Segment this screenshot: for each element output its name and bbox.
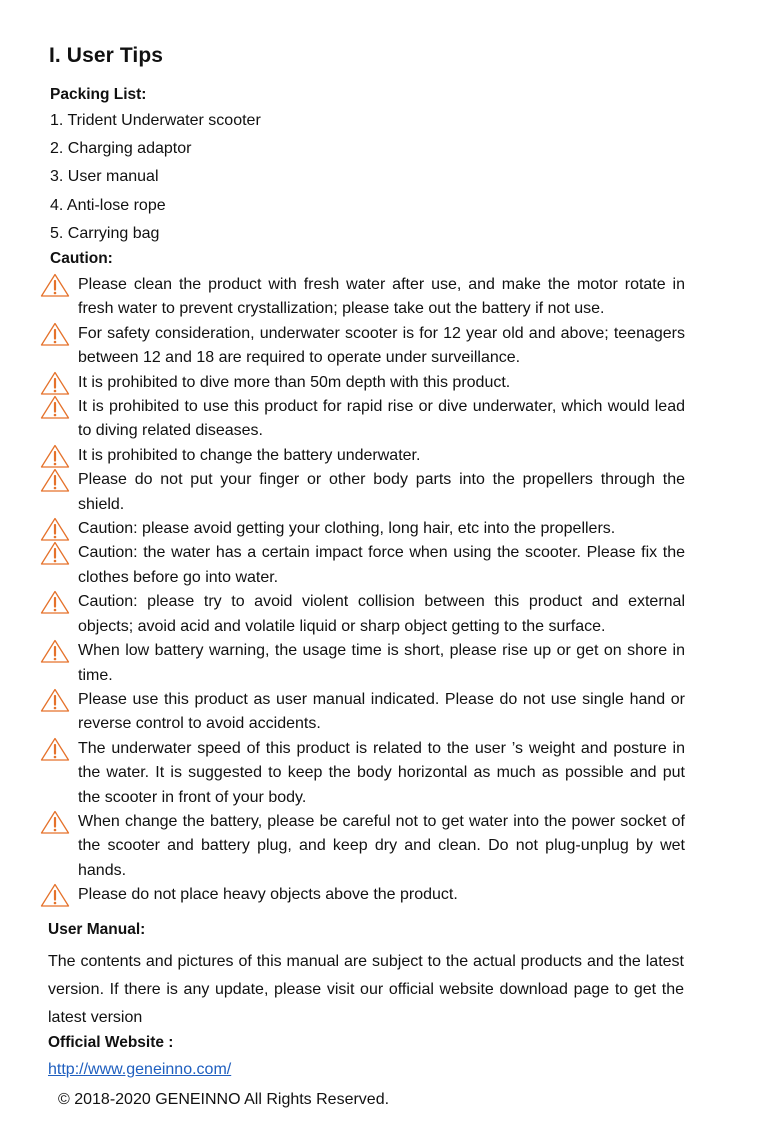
caution-text: When low battery warning, the usage time is short, please rise up or get on shore in time.: [78, 642, 685, 684]
caution-item: [40, 541, 685, 590]
warning-icon: [40, 688, 70, 712]
caution-item: [40, 883, 685, 907]
packing-item: 1. Trident Underwater scooter: [50, 112, 261, 129]
caution-text: The underwater speed of this product is related to the user ’s weight and posture in the water. It is suggested to keep the body horizontal as much as possible and put the scooter in front of your body.: [78, 739, 685, 806]
caution-text: Caution: the water has a certain impact force when using the scooter. Please fix the clothes before go into water.: [78, 544, 685, 586]
caution-text: For safety consideration, underwater scooter is for 12 year old and above; teenagers between 12 and 18 are required to operate under surveillance.: [78, 324, 685, 367]
warning-icon: [40, 541, 70, 565]
warning-icon: [40, 810, 70, 834]
official-website-heading: Official Website :: [48, 1034, 174, 1051]
caution-item: [40, 517, 685, 541]
caution-text: It is prohibited to dive more than 50m depth with this product.: [78, 373, 511, 391]
warning-icon: [40, 273, 70, 297]
user-manual-heading: User Manual:: [48, 921, 146, 938]
caution-item: [40, 737, 685, 810]
packing-item: 2. Charging adaptor: [50, 140, 192, 158]
user-manual-text: The contents and pictures of this manual are subject to the actual products and the latest version. If there is any update, please visit our official website download page to get the latest version: [48, 953, 684, 1027]
packing-item: 5. Carrying bag: [50, 224, 160, 242]
warning-icon: [40, 468, 70, 492]
warning-icon: [40, 883, 70, 907]
packing-item: 3. User manual: [50, 168, 159, 186]
caution-heading: Caution:: [50, 250, 113, 267]
packing-list: [50, 111, 261, 252]
warning-icon: [40, 737, 70, 761]
warning-icon: [40, 322, 70, 346]
caution-text: Caution: please avoid getting your clothing, long hair, etc into the propellers.: [78, 520, 616, 538]
caution-text: Please do not place heavy objects above the product.: [78, 886, 458, 904]
caution-item: [40, 810, 685, 883]
section-title: I. User Tips: [49, 44, 164, 67]
caution-text: It is prohibited to change the battery underwater.: [78, 446, 421, 464]
warning-icon: [40, 371, 70, 395]
caution-item: [40, 639, 685, 688]
caution-item: [40, 468, 685, 517]
caution-item: [40, 688, 685, 737]
copyright-notice: © 2018-2020 GENEINNO All Rights Reserved.: [58, 1091, 390, 1108]
caution-item: [40, 444, 685, 468]
caution-text: Please clean the product with fresh water after use, and make the motor rotate in fresh water to prevent crystallization; please take out the battery if not use.: [78, 276, 685, 318]
caution-text: Caution: please try to avoid violent collision between this product and external objects; avoid acid and volatile liquid or sharp object getting to the surface.: [78, 593, 685, 635]
caution-text: When change the battery, please be careful not to get water into the power socket of the scooter and battery plug, and keep dry and clean. Do not plug-unplug by wet hands.: [78, 812, 685, 879]
warning-icon: [40, 444, 70, 468]
caution-item: [40, 322, 685, 371]
caution-text: Please use this product as user manual indicated. Please do not use single hand or reverse control to avoid accidents.: [78, 690, 685, 733]
caution-list: [40, 273, 685, 908]
caution-item: [40, 273, 685, 322]
caution-item: [40, 395, 685, 444]
packing-item: 4. Anti-lose rope: [50, 196, 166, 214]
caution-item: [40, 371, 685, 395]
caution-item: [40, 590, 685, 639]
warning-icon: [40, 639, 70, 663]
warning-icon: [40, 395, 70, 419]
packing-list-heading: Packing List:: [50, 86, 147, 103]
warning-icon: [40, 590, 70, 614]
caution-text: It is prohibited to use this product for rapid rise or dive underwater, which would lead to diving related diseases.: [78, 398, 685, 440]
caution-text: Please do not put your finger or other body parts into the propellers through the shield.: [78, 471, 685, 513]
warning-icon: [40, 517, 70, 541]
official-website-link[interactable]: http://www.geneinno.com/: [48, 1061, 232, 1078]
